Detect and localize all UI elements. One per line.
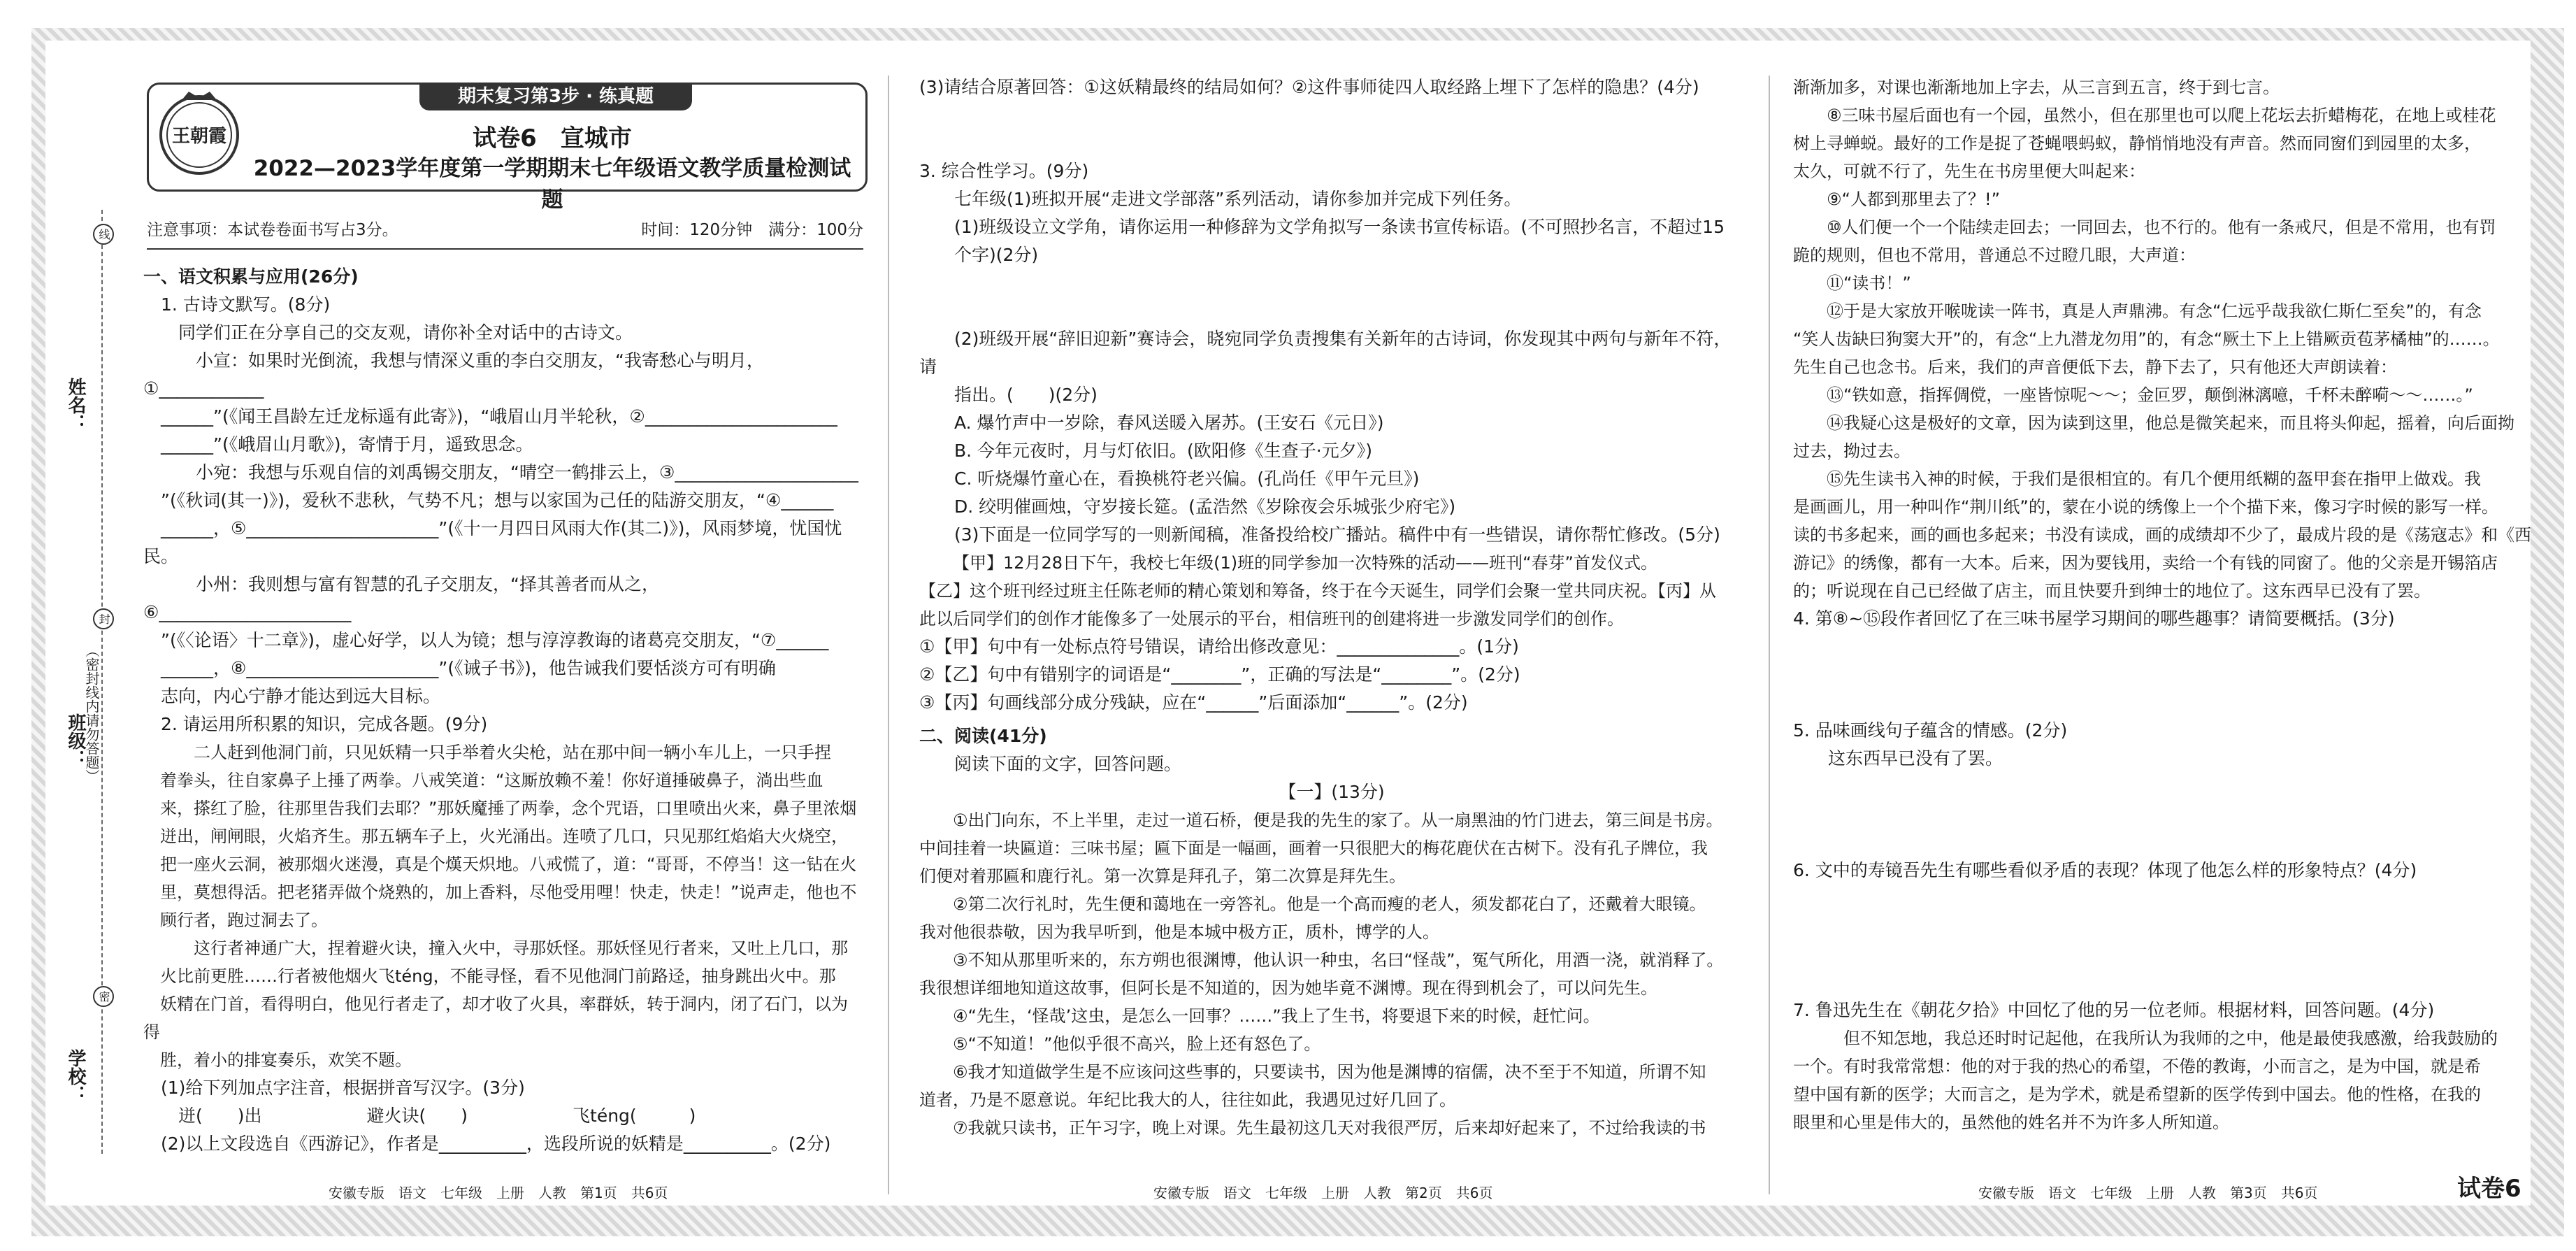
answer-space — [1793, 941, 2545, 996]
text-line: ⑨“人都到那里去了？!” — [1827, 190, 2001, 209]
text-line: ______，⑤______________________”(《十一月四日风雨大作(其二)》)，风雨梦境，忧国忧民。 — [143, 518, 842, 566]
header-banner: 期末复习第3步 · 练真题 — [419, 83, 692, 110]
text-line: 的；听说现在自己已经做了店主，而且快要升到绅士的地位了。这东西早已没有了罢。 — [1793, 581, 2431, 601]
text-line: (2)班级开展“辞旧迎新”赛诗会，晓宛同学负责搜集有关新年的古诗词，你发现其中两句与新年不符，请 — [919, 329, 1732, 377]
text-line: B. 今年元夜时，月与灯依旧。(欧阳修《生查子·元夕》) — [954, 441, 1372, 461]
text-line: 7. 鲁迅先生在《朝花夕拾》中回忆了他的另一位老师。根据材料，回答问题。(4分) — [1793, 1000, 2435, 1020]
text-line: 顾行者，跑过洞去了。 — [143, 910, 328, 930]
text-line: 小宣：如果时光倒流，我想与情深义重的李白交朋友，“我寄愁心与明月，①____________ — [143, 350, 764, 399]
text-line: ①出门向东，不上半里，走过一道石桥，便是我的先生的家了。从一扇黑油的竹门进去，第三间是书房。 — [953, 810, 1723, 830]
answer-space — [1793, 689, 2545, 717]
text-line: 眼里和心里是伟大的，虽然他的姓名并不为许多人所知道。 — [1793, 1113, 2229, 1132]
text-line: 指出。( )(2分) — [954, 385, 1098, 405]
text-line: 个字)(2分) — [954, 245, 1039, 265]
seal-mark: 密 — [93, 986, 114, 1007]
school-label: 学校： — [65, 1049, 86, 1103]
text-line: 树上寻蝉蜕。最好的工作是捉了苍蝇喂蚂蚁，静悄悄地没有声音。然而同窗们到园里的太多， — [1793, 134, 2481, 153]
text-line: C. 听烧爆竹童心在，看换桃符老兴偏。(孔尚任《甲午元旦》) — [954, 469, 1420, 489]
class-label: 班级： — [65, 713, 86, 768]
text-line: ______，⑧______________________”(《诫子书》)，他告诫我们要恬淡方可有明确 — [143, 658, 776, 678]
text-line: ①【甲】句中有一处标点符号错误，请给出修改意见：______________。(1分) — [919, 636, 1519, 657]
text-line: D. 绞明催画烛，守岁接长筵。(孟浩然《岁除夜会乐城张少府宅》) — [954, 496, 1456, 517]
text-line: 太久，可就不行了，先生在书房里便大叫起来： — [1793, 162, 2145, 181]
seal-mark: 线 — [93, 224, 114, 245]
text-line: 1. 古诗文默写。(8分) — [143, 294, 331, 315]
text-line: ②【乙】句中有错别字的词语是“________”，正确的写法是“________”。(2分) — [919, 664, 1520, 685]
column-3 — [1793, 73, 2545, 1136]
text-line: (3)下面是一位同学写的一则新闻稿，准备投给校广播站。稿件中有一些错误，请你帮忙修改。(5分) — [954, 524, 1720, 545]
answer-space — [1793, 885, 2545, 941]
text-line: 渐渐加多，对课也渐渐地加上字去，从三言到五言，终于到七言。 — [1793, 78, 2280, 97]
seal-mark: 封 — [93, 608, 114, 629]
answer-space — [1793, 633, 2545, 689]
text-line: ⑦我就只读书，正午习字，晚上对课。先生最初这几天对我很严厉，后来却好起来了，不过给我读的书 — [953, 1118, 1706, 1138]
text-line: 这东西早已没有了罢。 — [1828, 748, 2003, 769]
text-line: 这行者神通广大，捏着避火诀，撞入火中，寻那妖怪。那妖怪见行者来，又吐上几口，那 — [177, 938, 848, 958]
paper-title: 试卷6 宣城市 — [473, 124, 632, 152]
text-line: (2)以上文段选自《西游记》，作者是__________，选段所说的妖精是__________。(2分) — [143, 1134, 831, 1154]
text-line: 5. 品味画线句子蕴含的情感。(2分) — [1793, 720, 2068, 741]
text-line: ⑧三味书屋后面也有一个园，虽然小，但在那里也可以爬上花坛去折蜡梅花，在地上或桂花 — [1827, 106, 2496, 125]
text-line: 里，莫想得活。把老猪弄做个烧熟的，加上香料，尽他受用哩！快走，快走！”说声走，他也不 — [143, 882, 857, 902]
text-line: A. 爆竹声中一岁除，春风送暖入屠苏。(王安石《元日》) — [954, 413, 1384, 433]
text-line: ②第二次行礼时，先生便和蔼地在一旁答礼。他是一个高而瘦的老人，须发都花白了，还戴着大眼镜。 — [953, 894, 1706, 914]
text-line: 但不知怎地，我总还时时记起他，在我所认为我师的之中，他是最使我感激，给我鼓励的 — [1827, 1029, 2498, 1048]
text-line: 中间挂着一块匾道：三味书屋；匾下面是一幅画，画着一只很肥大的梅花鹿伏在古树下。没有孔子牌位，我 — [919, 838, 1708, 858]
text-line: ”(《〈论语〉十二章》)，虚心好学，以人为镜；想与淳淳教诲的诸葛亮交朋友，“⑦______ — [143, 630, 829, 650]
column-divider — [888, 76, 889, 1194]
text-line: ⑥我才知道做学生是不应该问这些事的，只要读书，因为他是渊博的宿儒，决不至于不知道，所谓不知 — [953, 1062, 1706, 1082]
text-line: (1)班级设立文学角，请你运用一种修辞为文学角拟写一条读书宣传标语。(不可照抄名言，不超过15 — [954, 217, 1725, 237]
text-line: 【甲】12月28日下午，我校七年级(1)班的同学参加一次特殊的活动——班刊“春芽”首发仪式。 — [953, 553, 1657, 573]
text-line: 一个。有时我常常想：他的对于我的热心的希望，不倦的教诲，小而言之，是为中国，就是希 — [1793, 1057, 2481, 1076]
binding-strip — [63, 210, 112, 1154]
svg-text:王朝霞: 王朝霞 — [171, 126, 227, 147]
column-2 — [919, 73, 1744, 1142]
text-line: 此以后同学们的创作才能像多了一处展示的平台，相信班刊的创建将进一步激发同学们的创作。 — [919, 609, 1624, 629]
text-line: ⑤“不知道！”他似乎很不高兴，脸上还有怒色了。 — [953, 1034, 1321, 1054]
text-line: 妖精在门首，看得明白，他见行者走了，却才收了火具，率群妖，转于洞内，闭了石门，以为得 — [143, 994, 848, 1042]
text-line: 游记》的绣像，都有一大本。后来，因为要钱用，卖给一个有钱的同窗了。他的父亲是开锡箔店 — [1793, 553, 2498, 573]
text-line: ⑮先生读书入神的时候，于我们是很相宜的。有几个便用纸糊的盔甲套在指甲上做戏。我 — [1827, 469, 2481, 489]
text-line: 我对他很恭敬，因为我早听到，他是本城中极方正，质朴，博学的人。 — [919, 922, 1439, 942]
answer-space — [1793, 773, 2545, 829]
paper-subtitle: 2022—2023学年度第一学期期末七年级语文教学质量检测试题 — [253, 156, 851, 213]
text-line: 望中国有新的医学；大而言之，是为学术，就是希望新的医学传到中国去。他的性格，在我的 — [1793, 1085, 2481, 1104]
seal-note: （密封线内请勿答题） — [83, 643, 100, 783]
text-line: 阅读下面的文字，回答问题。 — [954, 754, 1182, 774]
text-line: (1)给下列加点字注音，根据拼音写汉字。(3分) — [143, 1078, 525, 1098]
text-line: 小宛：我想与乐观自信的刘禹锡交朋友，“晴空一鹤排云上，③_____________________ — [178, 462, 858, 482]
answer-space — [1793, 829, 2545, 857]
notice-line — [147, 217, 863, 240]
text-line: 跪的规则，但也不常用，普通总不过瞪几眼，大声道： — [1793, 245, 2196, 265]
text-line: 七年级(1)班拟开展“走进文学部落”系列活动，请你参加并完成下列任务。 — [954, 189, 1522, 209]
text-line: ______”(《峨眉山月歌》)，寄情于月，遥致思念。 — [143, 434, 533, 455]
text-line: 迸出，闸闸眼，火焰齐生。那五辆车子上，火光涌出。连喷了几口，只见那红焰焰大火烧空， — [143, 827, 848, 846]
text-line: 志向，内心宁静才能达到远大目标。 — [143, 686, 441, 706]
text-line: 胜，着小的排宴奏乐，欢笑不题。 — [143, 1050, 412, 1070]
text-line: 们便对着那匾和鹿行礼。第一次算是拜孔子，第二次算是拜先生。 — [919, 866, 1406, 886]
text-line: 迸( )出 避火诀( ) 飞téng( ) — [143, 1106, 696, 1126]
text-line: 读的书多起来，画的画也多起来；书没有读成，画的成绩却不少了，最成片段的是《荡寇志》和《西 — [1793, 525, 2531, 545]
page-footer: 安徽专版 语文 七年级 上册 人教 第1页 共6页 — [329, 1185, 668, 1201]
logo — [157, 90, 241, 177]
paper-number: 试卷6 — [2457, 1175, 2521, 1203]
text-line: 【一】(13分) — [1279, 782, 1385, 802]
text-line: 过去，拗过去。 — [1793, 441, 1911, 461]
text-line: 把一座火云洞，被那烟火迷漫，真是个熯天炽地。八戒慌了，道：“哥哥，不停当！这一钻在火 — [143, 855, 857, 874]
text-line: 一、语文积累与应用(26分) — [143, 266, 359, 287]
text-line: 6. 文中的寿镜吾先生有哪些看似矛盾的表现？体现了他怎么样的形象特点？(4分) — [1793, 860, 2417, 880]
text-line: 二人赶到他洞门前，只见妖精一只手举着火尖枪，站在那中间一辆小车儿上，一只手捏 — [177, 743, 831, 762]
text-line: 火比前更胜……行者被他烟火飞téng，不能寻怪，看不见他洞门前路迳，抽身跳出火中。那 — [143, 966, 836, 986]
text-line: 是画画儿，用一种叫作“荆川纸”的，蒙在小说的绣像上一个个描下来，像习字时候的影写一样。 — [1793, 497, 2498, 517]
answer-space — [919, 101, 1744, 157]
text-line: 二、阅读(41分) — [919, 726, 1047, 746]
text-line: 着拳头，往自家鼻子上捶了两拳。八戒笑道：“这厮放赖不羞！你好道捶破鼻子，淌出些血 — [143, 771, 823, 790]
text-line: 4. 第⑧~⑮段作者回忆了在三味书屋学习期间的哪些趣事？请简要概括。(3分) — [1793, 608, 2395, 629]
text-line: 小州：我则想与富有智慧的孔子交朋友，“择其善者而从之，⑥______________________ — [143, 574, 659, 622]
text-line: “笑人齿缺曰狗窦大开”的，有念“上九潜龙勿用”的，有念“厥土下上上错厥贡苞茅橘柚”的……。 — [1793, 329, 2500, 349]
text-line: 3. 综合性学习。(9分) — [919, 161, 1089, 181]
page-footer: 安徽专版 语文 七年级 上册 人教 第3页 共6页 — [1978, 1185, 2318, 1201]
column-divider — [1769, 76, 1770, 1194]
text-line: 来，搽红了脸，往那里告我们去耶？”那妖魔捶了两拳，念个咒语，口里喷出火来，鼻子里浓烟 — [143, 799, 857, 818]
text-line: ⑬“铁如意，指挥倜傥，一座皆惊呢～～；金叵罗，颠倒淋漓噫，千杯未醉嗬～～……。” — [1827, 385, 2473, 405]
seal-line — [101, 210, 103, 1154]
text-line: ⑪“读书！” — [1827, 273, 1911, 293]
header-rule — [147, 248, 863, 250]
text-line: 2. 请运用所积累的知识，完成各题。(9分) — [143, 714, 488, 734]
page-footer: 安徽专版 语文 七年级 上册 人教 第2页 共6页 — [1153, 1185, 1493, 1201]
text-line: ”(《秋词(其一)》)，爱秋不悲秋，气势不凡；想与以家国为己任的陆游交朋友，“④______ — [143, 490, 834, 510]
text-line: ______”(《闻王昌龄左迁龙标遥有此寄》)，“峨眉山月半轮秋，②______________________ — [143, 406, 837, 427]
name-label: 姓名： — [65, 378, 86, 432]
text-line: ⑩人们便一个一个陆续走回去；一同回去，也不行的。他有一条戒尺，但是不常用，也有罚 — [1827, 217, 2496, 237]
column-1 — [143, 257, 860, 1158]
text-line: 同学们正在分享自己的交友观，请你补全对话中的古诗文。 — [178, 322, 633, 343]
text-line: ⑫于是大家放开喉咙读一阵书，真是人声鼎沸。有念“仁远乎哉我欲仁斯仁至矣”的，有念 — [1827, 301, 2482, 321]
text-line: ③不知从那里听来的，东方朔也很渊博，他认识一种虫，名曰“怪哉”，冤气所化，用酒一浇，就消释了。 — [953, 950, 1724, 970]
text-line: 道者，乃是不愿意说。年纪比我大的人，往往如此，我遇见过好几回了。 — [919, 1090, 1456, 1110]
answer-space — [919, 269, 1744, 325]
text-line: (3)请结合原著回答：①这妖精最终的结局如何？②这件事师徒四人取经路上埋下了怎样的隐患？(4分) — [919, 77, 1699, 97]
time-score: 时间：120分钟 满分：100分 — [641, 221, 863, 239]
notice-text: 注意事项：本试卷卷面书写占3分。 — [147, 221, 398, 239]
text-line: ⑭我疑心这是极好的文章，因为读到这里，他总是微笑起来，而且将头仰起，摇着，向后面拗 — [1827, 413, 2514, 433]
text-line: ④“先生，‘怪哉’这虫，是怎么一回事？……”我上了生书，将要退下来的时候，赶忙问。 — [953, 1006, 1600, 1026]
text-line: 先生自己也念书。后来，我们的声音便低下去，静下去了，只有他还大声朗读着： — [1793, 357, 2397, 377]
text-line: 【乙】这个班刊经过班主任陈老师的精心策划和筹备，终于在今天诞生，同学们会聚一堂共同庆祝。【丙】从 — [919, 581, 1716, 601]
text-line: 我很想详细地知道这故事，但阿长是不知道的，因为她毕竟不渊博。现在得到机会了，可以问先生。 — [919, 978, 1657, 998]
text-line: ③【丙】句画线部分成分残缺，应在“______”后面添加“______”。(2分) — [919, 692, 1468, 713]
